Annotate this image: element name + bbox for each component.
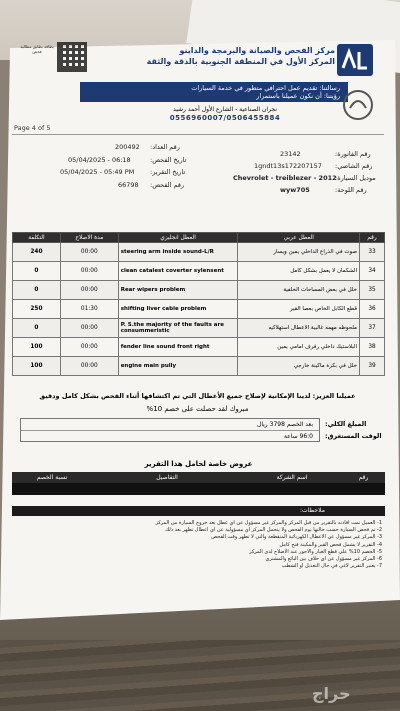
total-amount-label: المبلغ الكلي: bbox=[325, 420, 367, 428]
table-row bbox=[13, 262, 385, 281]
row-number: 38 bbox=[360, 338, 385, 357]
row-cost: 0 bbox=[13, 319, 61, 338]
plate-label: رقم اللوحة: bbox=[335, 186, 367, 194]
check-date-label: تاريخ الفحص: bbox=[150, 156, 187, 164]
check-number-value: 66798 bbox=[118, 181, 139, 189]
row-english: steering arm inside sound-L/R bbox=[118, 243, 238, 262]
offers-header-number: رقم bbox=[342, 472, 385, 483]
faults-table bbox=[12, 232, 385, 376]
repair-notice: عميلنا العزيز: لدينا الإمكانية لإصلاح جميع الأعطال التي تم اكتشافها أثناء الفحص بشكل كامل ودقيق bbox=[39, 392, 356, 400]
offers-header-company: اسم الشركة bbox=[242, 472, 342, 483]
offers-header-row bbox=[12, 472, 385, 483]
row-time: 00:00 bbox=[60, 357, 118, 376]
row-english: engine main pully bbox=[118, 357, 238, 376]
note-line: 6- المركز غير مسؤول عن اي خلاف بين البائع والمشتري bbox=[265, 556, 382, 563]
row-cost: 0 bbox=[13, 281, 61, 300]
note-line: 5- الخصم 10% على قطع الغيار والاجور عند الاصلاح لدى المركز bbox=[249, 548, 382, 555]
table-row bbox=[13, 281, 385, 300]
chassis-label: رقم الشاصي: bbox=[335, 162, 373, 170]
row-number: 33 bbox=[360, 243, 385, 262]
row-time: 01:30 bbox=[60, 300, 118, 319]
certificate-seal-icon bbox=[340, 88, 376, 122]
row-english: shifting liver cable problem bbox=[118, 300, 238, 319]
row-cost: 250 bbox=[13, 300, 61, 319]
row-cost: 100 bbox=[13, 357, 61, 376]
check-number-label: رقم الفحص: bbox=[150, 181, 185, 189]
row-arabic: صوت في الذراع الداخلي يمين ويسار bbox=[238, 243, 360, 262]
table-row bbox=[13, 338, 385, 357]
row-arabic: قطع الكابل الخاص بعصا القير bbox=[238, 300, 360, 319]
chassis-value: 1gndt13s172207157 bbox=[254, 162, 322, 170]
row-time: 00:00 bbox=[60, 262, 118, 281]
offers-table bbox=[12, 472, 385, 495]
mission-text: رسالتنا: تقديم عمل احترافي متطور في خدمة السيارات bbox=[191, 84, 340, 92]
row-cost: 240 bbox=[13, 243, 61, 262]
header-number: رقم bbox=[360, 233, 385, 243]
phone-numbers: 0556960007/0506455884 bbox=[169, 114, 281, 122]
discount-message: مبروك لقد حصلت على خصم 10% bbox=[146, 405, 249, 413]
row-english: clean catalest coverter sylensent bbox=[118, 262, 238, 281]
total-amount-value: بعد الخصم 3798 ريال bbox=[256, 421, 313, 428]
table-row bbox=[13, 357, 385, 376]
total-time-label: الوقت المستغرق: bbox=[325, 432, 382, 440]
divider bbox=[12, 134, 384, 135]
qr-code-icon bbox=[57, 42, 87, 72]
total-time-row bbox=[21, 431, 319, 443]
address: نجران الصناعية - الشارع الأول أحمد رشيد bbox=[173, 106, 277, 113]
side-note: بطاقة تطابق مطالبة فحص bbox=[20, 44, 54, 54]
row-number: 34 bbox=[360, 262, 385, 281]
plate-value: wyw705 bbox=[280, 186, 310, 194]
row-arabic: خلل في بكرة ماكينة خارجي bbox=[238, 357, 360, 376]
center-logo-icon bbox=[335, 42, 375, 78]
counter-value: 200492 bbox=[115, 143, 140, 151]
table-row bbox=[13, 319, 385, 338]
row-time: 00:00 bbox=[60, 319, 118, 338]
row-number: 35 bbox=[360, 281, 385, 300]
table-row bbox=[13, 300, 385, 319]
header-english: العطل انجليزي bbox=[118, 233, 238, 243]
row-cost: 0 bbox=[13, 262, 61, 281]
totals-box bbox=[20, 418, 320, 442]
table-row bbox=[13, 243, 385, 262]
delivery-date-value: 05/04/2025 - 05:49 PM bbox=[60, 168, 135, 176]
row-time: 00:00 bbox=[60, 281, 118, 300]
row-time: 00:00 bbox=[60, 243, 118, 262]
vision-text: رؤيتنا: أن نكون عميلنا باستمرار bbox=[256, 92, 340, 100]
row-arabic: البلاستيك داخلي رفرف امامي يمين bbox=[238, 338, 360, 357]
note-line: 4- التقرير لا يشمل فحص القير والمكينة فتح كامل bbox=[279, 541, 382, 548]
counter-label: رقم العداد: bbox=[150, 143, 180, 151]
row-arabic: خلل في بعض المساحات الخلفية bbox=[238, 281, 360, 300]
check-date-value: 05/04/2025 - 06:18 bbox=[68, 156, 131, 164]
notes-list bbox=[14, 520, 382, 570]
total-time-value: 96:0 ساعة bbox=[283, 433, 313, 440]
offers-header-details: التفاصيل bbox=[92, 472, 242, 483]
center-subtitle: المركز الأول في المنطقة الجنوبية بالدقة والثقة bbox=[146, 57, 335, 66]
model-label: موديل السيارة: bbox=[335, 174, 376, 182]
row-arabic: الشكمان لا يعمل بشكل كامل bbox=[238, 262, 360, 281]
header-cost: التكلفة bbox=[13, 233, 61, 243]
offers-header-discount: نسبة الخصم bbox=[12, 472, 92, 483]
invoice-label: رقم الفاتورة: bbox=[335, 150, 371, 158]
offers-empty-row bbox=[12, 483, 385, 495]
row-english: fender line sound front right bbox=[118, 338, 238, 357]
note-line: 3- المركز غير مسؤول عن الاعطال الكهربائية المتقطعة والتي لا تظهر وقت الفحص bbox=[211, 534, 382, 541]
header-arabic: العطل عربي bbox=[238, 233, 360, 243]
notes-bar bbox=[12, 506, 385, 516]
haraj-watermark: حراج bbox=[312, 684, 351, 703]
delivery-date-label: تاريخ التقرير: bbox=[150, 168, 186, 176]
header-time: مدة الاصلاح bbox=[60, 233, 118, 243]
note-line: 7- يعتبر التقرير لاغي في حال التعديل او الشطب bbox=[281, 563, 382, 570]
table-header-row bbox=[13, 233, 385, 243]
row-english: P. S.the majority of the faults are consummeristic bbox=[118, 319, 238, 338]
page-number: Page 4 of 5 bbox=[14, 124, 51, 132]
invoice-value: 23142 bbox=[280, 150, 301, 158]
row-cost: 100 bbox=[13, 338, 61, 357]
notes-title: ملاحظات: bbox=[300, 507, 325, 514]
note-line: 1- العميل تمت افادته بالتقرير من قبل المركز والمركز غير مسؤول عن اي عطل بعد خروج السيارة من المركز bbox=[155, 520, 382, 526]
row-number: 36 bbox=[360, 300, 385, 319]
note-line: 2- تم فحص السيارة حسب حالتها يوم الفحص ولا يتحمل المركز اي مسؤولية عن اي اعطال تظهر بعد ذلك bbox=[165, 527, 382, 534]
row-number: 37 bbox=[360, 319, 385, 338]
total-amount-row bbox=[21, 419, 319, 431]
offers-title: عروض خاصة لحامل هذا التقرير bbox=[144, 460, 253, 468]
row-time: 00:00 bbox=[60, 338, 118, 357]
row-number: 39 bbox=[360, 357, 385, 376]
row-arabic: ملحوظه مهمه غالبية الاعطال استهلاكيه bbox=[238, 319, 360, 338]
center-title: مركز الفحص والصيانة والبرمجة والداينو bbox=[179, 46, 335, 55]
model-value: Chevrolet - treiblezer - 2012 bbox=[233, 174, 337, 182]
row-english: Rear wipers problem bbox=[118, 281, 238, 300]
